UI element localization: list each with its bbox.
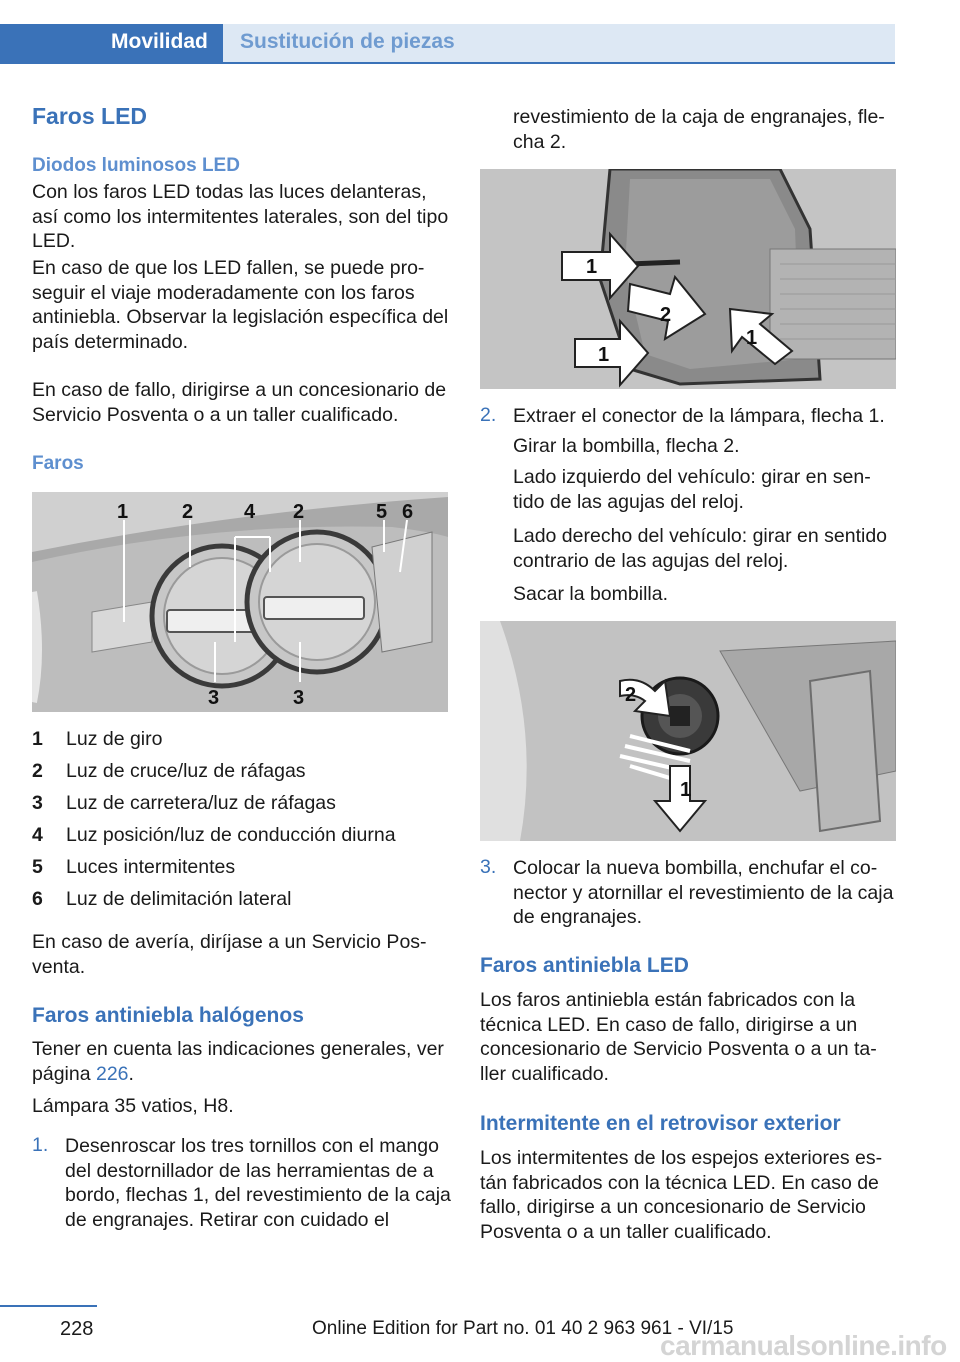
fig-label-1: 1 [117, 501, 129, 523]
gearbox-cover-illustration [480, 169, 896, 389]
legend-item [32, 855, 235, 879]
page-number: 228 [60, 1318, 94, 1340]
legend-number: 4 [32, 824, 43, 846]
step-1-text: Desenroscar los tres tornillos con el mango del destornillador de las herramientas de a bordo, flechas 1, del revestimiento de la caja de engranajes. Retirar con cuidado el [65, 1135, 451, 1231]
legend-item [32, 887, 291, 911]
step-1-number: 1. [32, 1134, 49, 1156]
legend-number: 2 [32, 760, 43, 782]
fig1-label-2: 2 [660, 304, 672, 326]
fig-label-3a: 3 [208, 687, 220, 709]
legend-number: 6 [32, 888, 43, 910]
fig2-label-2: 2 [625, 684, 637, 706]
paragraph-4: En caso de avería, diríjase a un Servicio Pos‐ venta. [32, 931, 427, 978]
heading-faros-antiniebla-halogenos: Faros antiniebla halógenos [32, 1004, 304, 1027]
paragraph-5-end: . [128, 1062, 134, 1085]
legend-number: 1 [32, 728, 43, 750]
paragraph-6: Lámpara 35 vatios, H8. [32, 1095, 234, 1117]
paragraph-2: En caso de que los LED fallen, se puede pro‐ seguir el viaje moderadamente con los faros antiniebla. Observar la legislación específica del país determinado. [32, 257, 449, 353]
subheading-faros: Faros [32, 453, 84, 474]
edition-text: Online Edition for Part no. 01 40 2 963 961 - VI/15 [312, 1318, 734, 1339]
fig-label-6: 6 [402, 501, 414, 523]
bulb-figure [480, 621, 896, 841]
section-tab[interactable]: Movilidad [0, 24, 223, 62]
legend-text: Luz de delimitación lateral [66, 888, 292, 910]
heading-faros-antiniebla-led: Faros antiniebla LED [480, 954, 689, 977]
subheading-diodos: Diodos luminosos LED [32, 155, 240, 176]
legend-number: 5 [32, 856, 43, 878]
fig-label-2a: 2 [182, 501, 194, 523]
legend-item [32, 823, 396, 847]
step-2-line-5: Sacar la bombilla. [513, 583, 668, 605]
headlight-figure [32, 492, 448, 712]
fig1-label-1a: 1 [586, 256, 598, 278]
paragraph-fog-led: Los faros antiniebla están fabricados con la técnica LED. En caso de fallo, dirigirse a un concesionario de Servicio Posventa o a un ta‐ ller cualificado. [480, 989, 877, 1085]
fig-label-4: 4 [244, 501, 256, 523]
paragraph-mirror: Los intermitentes de los espejos exteriores es‐ tán fabricados con la técnica LED. En caso de fallo, dirigirse a un concesionario de Servicio Posventa o a un taller cualificado. [480, 1147, 883, 1243]
gearbox-cover-figure [480, 169, 896, 389]
headlight-illustration [32, 492, 448, 712]
legend-text: Luz posición/luz de conducción diurna [66, 824, 396, 846]
legend-item [32, 727, 162, 751]
heading-faros-led: Faros LED [32, 103, 148, 129]
page-header [0, 0, 960, 64]
paragraph-5 [32, 1037, 452, 1086]
fig-label-3b: 3 [293, 687, 305, 709]
legend-item [32, 759, 306, 783]
step-2-number: 2. [480, 404, 497, 426]
fig2-label-1: 1 [680, 779, 692, 801]
page-link[interactable]: 226 [95, 1062, 129, 1085]
subsection-tab[interactable]: Sustitución de piezas [223, 24, 895, 62]
header-rule [0, 62, 895, 64]
step-2-line-2: Girar la bombilla, flecha 2. [513, 435, 740, 457]
step-2-line-4: Lado derecho del vehículo: girar en sentido contrario de las agujas del reloj. [513, 525, 888, 572]
bulb-illustration [480, 621, 896, 841]
legend-number: 3 [32, 792, 43, 814]
step-2-line-1: Extraer el conector de la lámpara, flecha 1. [513, 405, 885, 427]
fig-label-5: 5 [376, 501, 388, 523]
paragraph-5-text: Tener en cuenta las indicaciones generales, ver página [32, 1038, 444, 1085]
legend-text: Luz de giro [66, 728, 163, 750]
legend-text: Luz de cruce/luz de ráfagas [66, 760, 306, 782]
fig1-label-1c: 1 [746, 327, 758, 349]
fig1-label-1b: 1 [598, 344, 610, 366]
step-2-line-3: Lado izquierdo del vehículo: girar en sen‐ tido de las agujas del reloj. [513, 466, 871, 513]
fig-label-2b: 2 [293, 501, 305, 523]
footer-rule [0, 1305, 97, 1307]
heading-intermitente-retrovisor: Intermitente en el retrovisor exterior [480, 1112, 841, 1135]
step-3-text: Colocar la nueva bombilla, enchufar el co‐ nector y atornillar el revestimiento de la caja de engranajes. [513, 857, 894, 928]
legend-text: Luz de carretera/luz de ráfagas [66, 792, 336, 814]
paragraph-1: Con los faros LED todas las luces delanteras, así como los intermitentes laterales, son del tipo LED. [32, 181, 449, 252]
paragraph-3: En caso de fallo, dirigirse a un concesionario de Servicio Posventa o a un taller cualificado. [32, 379, 447, 426]
step-1-continuation: revestimiento de la caja de engranajes, fle‐ cha 2. [513, 106, 885, 153]
step-3-number: 3. [480, 856, 497, 878]
legend-item [32, 791, 336, 815]
watermark: carmanualsonline.info [660, 1330, 947, 1361]
legend-text: Luces intermitentes [66, 856, 236, 878]
